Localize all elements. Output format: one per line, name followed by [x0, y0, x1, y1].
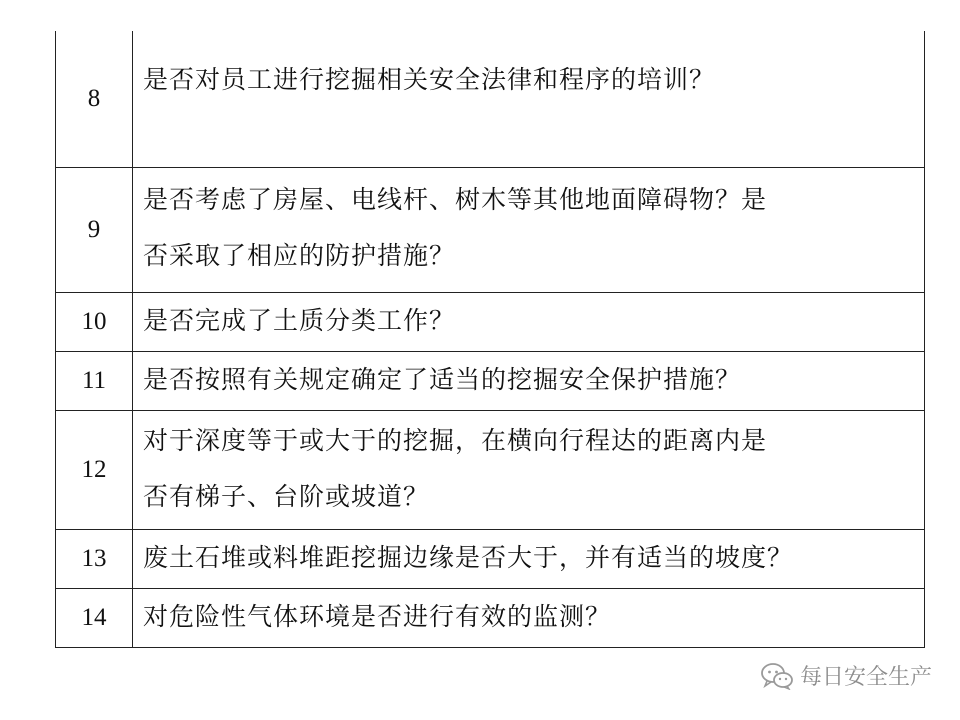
table-row — [56, 293, 925, 352]
question-line: 否有梯子、台阶或坡道？ — [143, 482, 430, 511]
wechat-icon — [760, 662, 794, 690]
question-cell — [133, 293, 925, 352]
question-line: 是否按照有关规定确定了适当的挖掘安全保护措施？ — [143, 365, 742, 394]
item-number: 8 — [56, 31, 133, 168]
question-cell — [133, 530, 925, 589]
question-cell — [133, 168, 925, 293]
item-number: 13 — [56, 530, 133, 589]
question-cell — [133, 31, 925, 168]
question-line: 是否对员工进行挖掘相关安全法律和程序的培训？ — [143, 65, 716, 94]
item-number: 14 — [56, 589, 133, 648]
question-line: 废土石堆或料堆距挖掘边缘是否大于，并有适当的坡度？ — [143, 543, 794, 572]
question-line: 否采取了相应的防护措施？ — [143, 241, 456, 270]
table-row — [56, 589, 925, 648]
table-row — [56, 530, 925, 589]
table-row — [56, 31, 925, 168]
table-row — [56, 168, 925, 293]
watermark-text: 每日安全生产 — [799, 665, 932, 690]
question-line: 是否完成了土质分类工作？ — [143, 306, 456, 335]
table-row — [56, 411, 925, 530]
question-line: 对于深度等于或大于的挖掘，在横向行程达的距离内是 — [143, 426, 768, 455]
item-number: 9 — [56, 168, 133, 293]
question-cell — [133, 411, 925, 530]
table-row — [56, 352, 925, 411]
watermark — [760, 660, 932, 691]
question-line: 是否考虑了房屋、电线杆、树木等其他地面障碍物？是 — [143, 185, 768, 214]
item-number: 11 — [56, 352, 133, 411]
question-cell — [133, 589, 925, 648]
item-number: 12 — [56, 411, 133, 530]
checklist-table — [55, 31, 925, 648]
question-line: 对危险性气体环境是否进行有效的监测？ — [143, 602, 612, 631]
item-number: 10 — [56, 293, 133, 352]
question-cell — [133, 352, 925, 411]
